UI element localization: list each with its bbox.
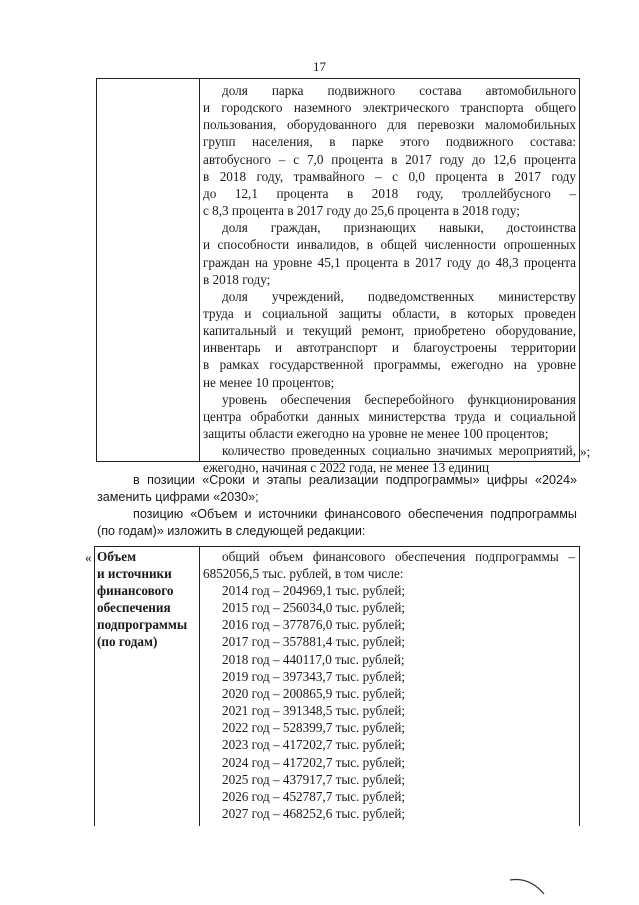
top-table-line: с 8,3 процента в 2017 году до 25,6 процента в 2018 году; xyxy=(203,203,520,219)
top-table-line: и способности инвалидов, в общей численности опрошенных xyxy=(203,237,576,253)
top-table-line: защиты области ежегодно на уровне не менее 100 процентов; xyxy=(203,426,549,441)
opening-quote: « xyxy=(85,550,92,565)
top-table-line: доля парка подвижного состава автомобильного xyxy=(222,83,576,98)
paragraph-2-line-2: (по годам)» изложить в следующей редакции: xyxy=(97,524,366,538)
top-table-line: граждан на уровне 45,1 процента в 2017 году до 48,3 процента xyxy=(203,254,576,270)
top-table-line: труда и социальной защиты области, в которых проведен xyxy=(203,305,576,321)
top-table-line: количество проведенных социально значимых мероприятий, xyxy=(222,443,576,459)
top-table-line: в рамках государственной программы, ежегодно на уровне xyxy=(203,357,576,373)
finance-year-row: 2024 год – 417202,7 тыс. рублей; xyxy=(222,754,406,770)
finance-table-border-top xyxy=(94,546,580,547)
top-table-line: центра обработки данных министерства труда и социальной xyxy=(203,408,576,424)
header-line: Объем xyxy=(97,549,137,564)
paragraph-2-line-1: позицию «Объем и источники финансового обеспечения подпрограммы xyxy=(133,507,577,521)
top-table-line: уровень обеспечения бесперебойного функционирования xyxy=(222,391,576,407)
top-table-line: доля граждан, признающих навыки, достоинства xyxy=(222,220,576,236)
finance-year-row: 2017 год – 357881,4 тыс. рублей; xyxy=(222,634,406,650)
top-table-line: в 2018 году, трамвайного – с 0,0 процента в 2017 году xyxy=(203,168,576,184)
page-number: 17 xyxy=(313,59,326,74)
header-line: финансового xyxy=(97,583,174,598)
header-line: подпрограммы xyxy=(97,617,188,632)
top-table-border-right xyxy=(579,78,580,462)
finance-year-row: 2014 год – 204969,1 тыс. рублей; xyxy=(222,583,406,598)
top-table-line: до 12,1 процента в 2018 году, троллейбусного – xyxy=(203,185,576,201)
finance-year-row: 2020 год – 200865,9 тыс. рублей; xyxy=(222,685,406,701)
top-table-line: не менее 10 процентов; xyxy=(203,374,335,390)
top-table-line: и городского наземного электрического транспорта общего xyxy=(203,100,576,116)
top-table-line: групп населения, в парке этого подвижного состава: xyxy=(203,134,576,150)
top-table-line: автобусного – с 7,0 процента в 2017 году до 12,6 процента xyxy=(203,151,576,167)
header-line: и источники xyxy=(97,566,172,581)
top-table-line: ежегодно, начиная с 2022 года, не менее 13 единиц xyxy=(203,460,490,476)
top-table-border-top xyxy=(96,78,580,79)
finance-total-line-2: 6852056,5 тыс. рублей, в том числе: xyxy=(203,566,404,581)
finance-year-row: 2027 год – 468252,6 тыс. рублей; xyxy=(222,805,406,821)
top-table-border-left xyxy=(96,78,97,462)
finance-year-row: 2026 год – 452787,7 тыс. рублей; xyxy=(222,788,406,804)
finance-year-row: 2025 год – 437917,7 тыс. рублей; xyxy=(222,771,406,787)
header-line: обеспечения xyxy=(97,600,171,615)
top-table-line: инвентарь и автотранспорт и благоустроены территории xyxy=(203,340,576,356)
header-line: (по годам) xyxy=(97,634,158,649)
finance-year-row: 2021 год – 391348,5 тыс. рублей; xyxy=(222,703,406,719)
top-table-divider xyxy=(199,78,200,462)
finance-year-row: 2016 год – 377876,0 тыс. рублей; xyxy=(222,617,406,633)
finance-year-row: 2019 год – 397343,7 тыс. рублей; xyxy=(222,668,406,684)
finance-table-border-right xyxy=(579,546,580,826)
paragraph-1-line-2: заменить цифрами «2030»; xyxy=(97,490,259,504)
finance-total-line-1: общий объем финансового обеспечения подпрограммы – xyxy=(222,549,575,564)
top-table-line: пользования, оборудованного для перевозки маломобильных xyxy=(203,117,576,133)
closing-quote: »; xyxy=(580,444,591,459)
top-table-line: доля учреждений, подведомственных министерству xyxy=(222,288,576,304)
finance-year-row: 2022 год – 528399,7 тыс. рублей; xyxy=(222,720,406,736)
paragraph-1-line-1: в позиции «Сроки и этапы реализации подпрограммы» цифры «2024» xyxy=(133,473,577,487)
finance-year-row: 2018 год – 440117,0 тыс. рублей; xyxy=(222,651,405,667)
finance-table-header xyxy=(97,548,187,650)
top-table-line: в 2018 году; xyxy=(203,271,271,287)
finance-year-row: 2015 год – 256034,0 тыс. рублей; xyxy=(222,600,406,616)
finance-year-row: 2023 год – 417202,7 тыс. рублей; xyxy=(222,737,406,753)
top-table-line: капитальный и текущий ремонт, приобретено оборудование, xyxy=(203,323,576,339)
finance-table-border-left xyxy=(94,546,95,826)
pen-mark-icon xyxy=(508,876,548,898)
finance-table-divider xyxy=(199,546,200,826)
